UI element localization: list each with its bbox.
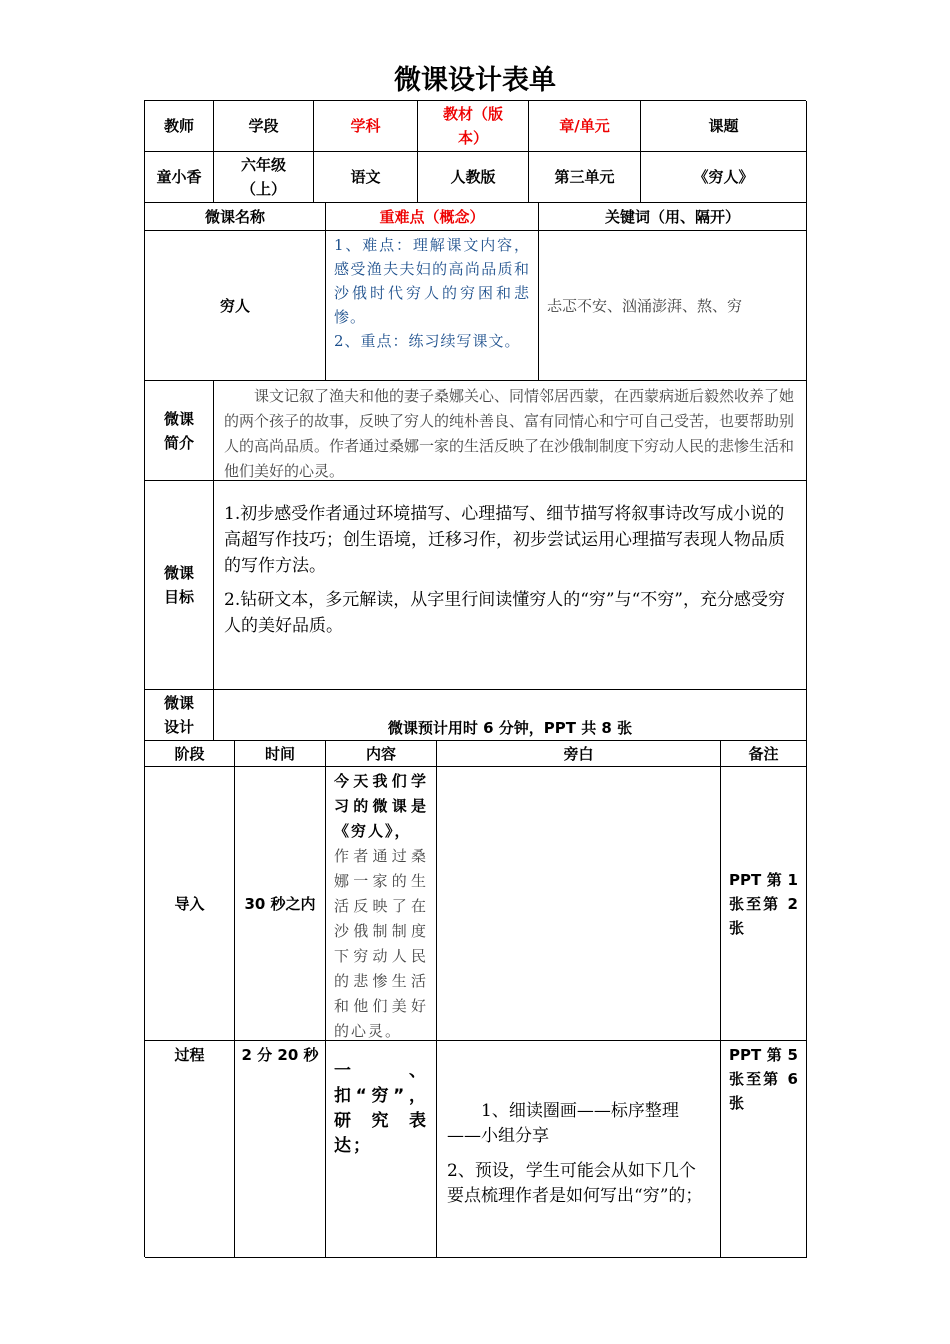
intro-paragraph: 课文记叙了渔夫和他的妻子桑娜关心、同情邻居西蒙，在西蒙病逝后毅然收养了她的两个孩子的故事，反映了穷人的纯朴善良、富有同情心和宁可自己受苦，也要帮助别人的高尚品质。作者通过桑娜一家的生活反映了在沙俄制制度下穷动人民的悲惨生活和他们美好的心灵。	[224, 387, 795, 480]
header-keywords: 关键词（用、隔开）	[539, 203, 807, 231]
row-intro-stage: 导入	[145, 767, 235, 1041]
header-teacher: 教师	[145, 101, 214, 152]
value-unit: 第三单元	[529, 152, 641, 203]
design-summary: 微课预计用时 6 分钟，PPT 共 8 张	[214, 690, 807, 741]
value-stage: 六年级（上）	[214, 152, 314, 203]
value-topic: 《穷人》	[641, 152, 807, 203]
row-intro-note: PPT 第 1 张至第 2 张	[721, 767, 807, 1041]
goal-item-2: 2.钻研文本，多元解读，从字里行间读懂穷人的“穷”与“不穷”，充分感受穷人的美好品质。	[224, 590, 785, 636]
value-teacher: 童小香	[145, 152, 214, 203]
difficulty-text: 1、难点：理解课文内容，感受渔夫夫妇的高尚品质和沙俄时代穷人的穷困和悲惨。	[334, 236, 530, 326]
key-points-cell	[326, 231, 539, 381]
design-label: 微课设计	[145, 690, 214, 741]
header-textbook: 教材（版本）	[418, 101, 529, 152]
row-process-time: 2 分 20 秒	[235, 1041, 326, 1258]
narration-step-2: 2、预设，学生可能会从如下几个要点梳理作者是如何写出“穷”的；	[447, 1161, 703, 1206]
col-content: 内容	[326, 741, 437, 767]
intro-text	[214, 381, 807, 481]
row-intro-content-lead: 今天我们学习的微课是《穷人》，	[334, 772, 428, 840]
header-key-points: 重难点（概念）	[326, 203, 539, 231]
goals-cell	[214, 481, 807, 690]
row-process-note: PPT 第 5 张至第 6 张	[721, 1041, 807, 1258]
row-process-stage: 过程	[145, 1041, 235, 1258]
intro-label: 微课简介	[145, 381, 214, 481]
header-unit: 章/单元	[529, 101, 641, 152]
value-textbook: 人教版	[418, 152, 529, 203]
page-title: 微课设计表单	[394, 65, 556, 96]
row-intro-content	[326, 767, 437, 1041]
header-stage: 学段	[214, 101, 314, 152]
header-micro-name: 微课名称	[145, 203, 326, 231]
value-subject: 语文	[314, 152, 418, 203]
row-process-content: 一、扣“穷”，研究表达；	[326, 1041, 437, 1258]
row-intro-narration	[437, 767, 721, 1041]
form-table	[144, 100, 806, 1257]
header-subject: 学科	[314, 101, 418, 152]
row-intro-time: 30 秒之内	[235, 767, 326, 1041]
narration-step-1: 1、细读圈画——标序整理——小组分享	[447, 1101, 679, 1146]
col-time: 时间	[235, 741, 326, 767]
value-micro-name: 穷人	[145, 231, 326, 381]
row-process-narration	[437, 1041, 721, 1258]
value-keywords: 忐忑不安、汹涌澎湃、熬、穷	[539, 231, 807, 381]
header-topic: 课题	[641, 101, 807, 152]
goals-label: 微课目标	[145, 481, 214, 690]
col-narration: 旁白	[437, 741, 721, 767]
goal-item-1: 1.初步感受作者通过环境描写、心理描写、细节描写将叙事诗改写成小说的高超写作技巧；创生语境，迁移习作，初步尝试运用心理描写表现人物品质的写作方法。	[224, 504, 785, 576]
row-intro-content-body: 作者通过桑娜一家的生活反映了在沙俄制制度下穷动人民的悲惨生活和他们美好的心灵。	[334, 847, 428, 1040]
col-stage: 阶段	[145, 741, 235, 767]
col-note: 备注	[721, 741, 807, 767]
focus-text: 2、重点：练习续写课文。	[334, 332, 521, 350]
